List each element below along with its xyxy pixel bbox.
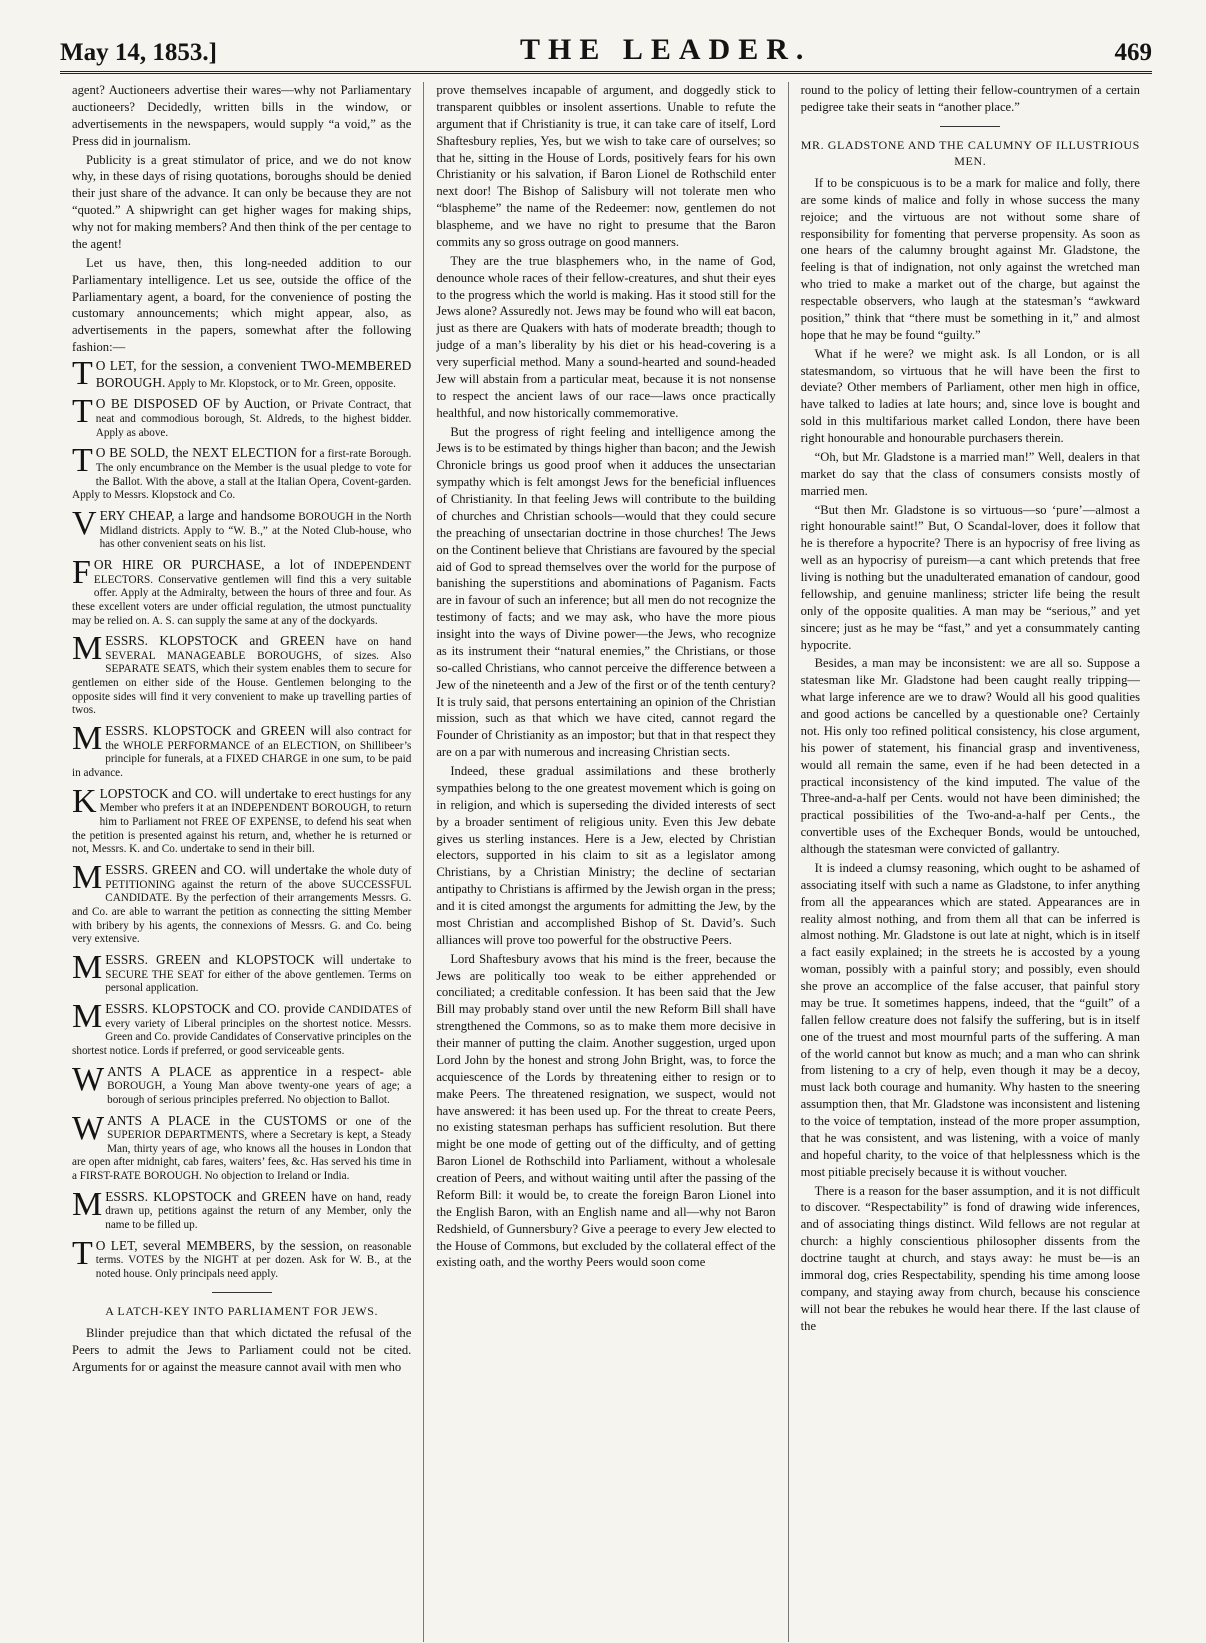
ad-headline: ESSRS. KLOPSTOCK and GREEN [105, 633, 325, 649]
divider [212, 1292, 272, 1293]
drop-cap: T [72, 1234, 93, 1272]
paragraph: There is a reason for the baser assumption, and it is not difficult to discover. “Respectability” is fond of drawing wide inferences, and of associating things distinct. Wild fellows are not regular at church: a highly conscientious philosopher dissents from the doctrine taught at church, and stays away: he must be—is an immoral dog, cries Respectability, spending his time among loose company, and staying away from church, because his conscience will not bear the rebukes he would hear there. If the last clause of the [800, 1183, 1140, 1333]
drop-cap: T [72, 393, 93, 431]
ad-headline: ESSRS. KLOPSTOCK and GREEN will [105, 723, 332, 739]
paragraph: What if he were? we might ask. Is all London, or is all statesmandom, so virtuous that he will have been the first to deviate? Other members of Parliament, other men high in office, have talked to ladies at late hours; and, since love is bought and sold in this multifarious market called London, there have been right honourable and honourable purchasers therein. [800, 346, 1140, 446]
ad-body: on hand, ready drawn up, petitions against the return of any Member, only the name to be filled up. [105, 1191, 412, 1232]
advertisement [72, 1060, 412, 1108]
paragraph: But the progress of right feeling and intelligence among the Jews is to be estimated by things higher than bacon; and the Jewish Chronicle brings us good proof when it adduces the unsectarian sympathy which is felt amongst Jews for the beneficial influences of Christianity. In that feeling Jews will contribute to the building of churches and Christian schools—would that they could secure the preaching of unsectarian doctrine in those churches! The Jews on the Continent believe that Christians are favoured by the special aid of God to spread themselves over the world for the purpose of banishing the superstitions and abominations of Paganism. Facts are in favour of such an inference; but all men do not recognize the testimony of facts; and we may ask, who have the more pious insight into the ways of Divine power—the Jews, who recognize as its instrument their “natural enemies,” the Christians, or those so-called Christians, who cannot perceive the difference between a Jew of the nineteenth and a Jew of the first or of the tenth century? It is truly said, that persons entertaining an opinion of the Christian mission, such as that which we have cited, cannot regard the Founder of Christianity as an impostor; but that in that respect they are on a par with numerous and increasing Christian sects. [436, 424, 776, 760]
ad-body: CANDIDATES of every variety of Liberal principles on the shortest notice. Messrs. Green and Co. provide Candidates of Conservative principles on the shortest notice. Lords if preferred, or good serviceable gents. [72, 1003, 412, 1057]
ad-headline: O BE DISPOSED OF by Auction, or [95, 396, 307, 412]
ad-body: undertake to SECURE THE SEAT for either of the above gentlemen. Terms on personal application. [105, 954, 412, 995]
paragraph: Let us have, then, this long-needed addition to our Parliamentary intelligence. Let us see, outside the office of the Parliamentary agent, a board, for the convenience of posting the customary announcements; which might appear, also, as advertisements in the papers, somewhat after the following fashion:— [72, 255, 412, 355]
ad-body: Private Contract, that neat and commodious borough, St. Aldreds, to the highest bidder. Apply as above. [95, 399, 412, 439]
drop-cap: M [72, 948, 103, 986]
advertisement [72, 948, 412, 996]
ad-body: a first-rate Borough. The only encumbrance on the Member is the usual pledge to vote for the Ballot. With the above, a stall at the Italian Opera, Covent-garden. Apply to Messrs. Klopstock and Co. [72, 448, 412, 502]
advertisement [72, 1234, 412, 1282]
advertisement [72, 630, 412, 718]
section-heading: A LATCH-KEY INTO PARLIAMENT FOR JEWS. [105, 1303, 379, 1318]
paragraph: prove themselves incapable of argument, and doggedly stick to transparent quibbles or insolent assertions. Unable to refute the argument that if Christianity is true, it can take care of itself, Lord Shaftesbury replies, Yes, but we wish to take care of ourselves; so that he, sitting in the House of Lords, positively fears for his own Christianity or his salvation, if Baron Lionel de Rothschild enter next door! The Bishop of Salisbury will not tolerate men who “blaspheme” the name of the Redeemer: now, gentlemen do not blaspheme, and we have no right to presume that the Baron commits any so gross outrage on good manners. [436, 83, 776, 249]
section-heading: MR. GLADSTONE AND THE CALUMNY OF ILLUSTRIOUS MEN. [800, 137, 1140, 168]
ad-headline: ERY CHEAP, a large and handsome [99, 507, 296, 523]
paragraph: Blinder prejudice than that which dictated the refusal of the Peers to admit the Jews to Parliament could not be cited. Arguments for or against the measure cannot avail with men who [72, 1325, 412, 1374]
ad-headline: O BE SOLD, the NEXT ELECTION for [95, 445, 317, 461]
ad-headline: ESSRS. GREEN and CO. will undertake [105, 862, 328, 877]
ad-body: able BOROUGH, a Young Man above twenty-one years of age; a borough of serious principles preferred. No objection to Ballot. [107, 1066, 412, 1106]
ad-body: BOROUGH in the North Midland districts. Apply to “W. B.,” at the Noted Club-house, who has other convenient seats on his list. [99, 510, 412, 551]
advertisement [72, 504, 412, 552]
ad-headline: O LET, for the session, a convenient TWO-MEMBERED BOROUGH. [95, 358, 412, 390]
ad-body: the whole duty of PETITIONING against the return of the above SUCCESSFUL CANDIDATE. By the perfection of their arrangements Messrs. G. and Co. are able to warrant the petition as connecting the sitting Member with bribery by his agents, the connexions of Messrs. G. and Co. being very extensive. [72, 865, 412, 946]
paragraph: “But then Mr. Gladstone is so virtuous—so ‘pure’—almost a right honourable saint!” But, O Scandal-lover, does it follow that he is therefore a hypocrite? There is an hypocrisy of free living as well as an hypocrisy of pureism—a cant which pretends that free living is nothing but the unadulterated emanation of candour, good fellowship, and genuine manliness; stricter life being the result only of the opposite qualities. A man may be “serious,” and yet sincere; just as he may be “fast,” and yet a consummately canting hypocrite. [800, 502, 1140, 652]
advertisement [72, 859, 412, 947]
ad-body: have on hand SEVERAL MANAGEABLE BOROUGHS, of sizes. Also SEPARATE SEATS, which their system enables them to secure for gentlemen on either side of the House. Gentlemen belonging to the opposite sides will find it very convenient to make up travelling parties of twos. [72, 636, 412, 717]
issue-date: May 14, 1853.] [60, 39, 217, 66]
ad-body: erect hustings for any Member who prefers it at an INDEPENDENT BOROUGH, to return him to Parliament not FREE OF EXPENSE, to defend his seat when the petition is presented against his return, and, whether he is returned or not, Messrs. K. and Co. undertake to send in their bill. [72, 788, 412, 856]
advertisement [72, 1185, 412, 1233]
paragraph: Besides, a man may be inconsistent: we are all so. Suppose a statesman like Mr. Gladstone had been caught really tripping—what large inference are we to draw? Would all his good qualities and good actions be cancelled by a questionable one? Certainly not. His only too refined political consistency, his close argument, his power of statement, his financial grasp and inventiveness, would all remain the same, even if he had been detected in a practical inconsistency of the kind imputed. The value of the Three-and-a-half per Cents. would not have been diminished; the practical possibilities of the Two-and-a-half per Cents., the convertible uses of the Exchequer Bonds, would be untouched, although the statesman were convicted of gallantry. [800, 656, 1140, 857]
drop-cap: M [72, 997, 103, 1035]
advertisement [72, 442, 412, 503]
drop-cap: W [72, 1060, 105, 1098]
drop-cap: V [72, 504, 97, 542]
drop-cap: M [72, 720, 103, 758]
ad-headline: OR HIRE OR PURCHASE, a lot of [93, 556, 325, 572]
column-3 [788, 82, 1152, 1642]
drop-cap: M [72, 630, 103, 668]
advertisement [72, 782, 412, 857]
advertisement [72, 553, 412, 628]
drop-cap: W [72, 1109, 105, 1147]
page-number: 469 [1114, 39, 1152, 66]
drop-cap: M [72, 859, 103, 896]
drop-cap: M [72, 1185, 103, 1223]
ad-headline: O LET, several MEMBERS, by the session, [95, 1237, 343, 1253]
paragraph: If to be conspicuous is to be a mark for malice and folly, there are some kinds of malice and folly in whose success the many rejoice; and the virtuous are not without some share of responsibility for fomenting that perverse propensity. As soon as one hears of the calumny brought against Mr. Gladstone, the feeling is that of indignation, not only against the wretched man who tried to make a market out of the charge, but against the respectable observers, who laugh at the statesman’s “awkward position,” think that “there must be something in it,” and almost hope that he may be found “guilty.” [800, 175, 1140, 342]
paragraph: “Oh, but Mr. Gladstone is a married man!” Well, dealers in that market do say that the class of consumers consists mostly of married men. [800, 449, 1140, 498]
drop-cap: K [72, 782, 97, 820]
divider [940, 126, 1000, 127]
advertisement [72, 720, 412, 781]
ad-body: one of the SUPERIOR DEPARTMENTS, where a Secretary is kept, a Steady Man, thirty years of age, who knows all the houses in London that are open after midnight, cab fares, waiters’ fees, &c. Has served his time in a FIRST-RATE BOROUGH. No objection to Ireland or India. [72, 1115, 412, 1183]
ad-body: Apply to Mr. Klopstock, or to Mr. Green, opposite. [167, 377, 396, 390]
ad-headline: ANTS A PLACE in the CUSTOMS or [107, 1112, 348, 1128]
advertisement [72, 355, 412, 392]
article-columns [60, 82, 1152, 1642]
ad-body: INDEPENDENT ELECTORS. Conservative gentlemen will find this a very suitable offer. Apply at the Admiralty, between the hours of three and four. As these excellent voters are under official regulation, the utmost punctuality may be relied on. A. S. can supply the same at any of the dockyards. [72, 559, 412, 627]
paragraph: agent? Auctioneers advertise their wares—why not Parliamentary auctioneers? Decidedly, written bills in the window, or advertisements in the newspapers, would supply “a void,” as the Press did in journalism. [72, 83, 412, 148]
paragraph: Indeed, these gradual assimilations and these brotherly sympathies belong to the one greatest movement which is going on in religion, and which is superseding the divided interests of sect by a broader sentiment of religious unity. Even this Jew debate gives us sterling instances. Here is a Jew, elected by Christian electors, supported in his claim to sit as a legislator among Christians, by a Christian Ministry; the decline of sectarian antipathy to Christians is affirmed by the Jewish organ in the press; and it is cited amongst the arguments for admitting the Jew, by the most Christian and accomplished Bishop of St. David’s. Such alliances will prove too powerful for the obstructive Peers. [436, 764, 776, 947]
drop-cap: F [72, 553, 91, 591]
advertisement [72, 1109, 412, 1184]
drop-cap: T [72, 442, 93, 480]
ad-body: on reasonable terms. VOTES by the NIGHT at per dozen. Ask for W. B., at the noted house. Only principals need apply. [95, 1240, 412, 1281]
ad-headline: ESSRS. KLOPSTOCK and GREEN have [105, 1188, 337, 1204]
masthead [60, 18, 1152, 74]
paragraph: It is indeed a clumsy reasoning, which ought to be ashamed of associating itself with such a name as Gladstone, to infer anything from all the appearances which are stated. Appearances are in reality almost nothing, and from them all that can be inferred is almost nothing. Mr. Gladstone is out late at night, which is in itself a fact easily explained; in the streets he is accosted by a young woman, possibly with a painful story; and possibly, even should she prove an accomplice of the false accuser, that painful story may be true. It sometimes happens, indeed, that the “guilt” of a fallen fellow creature does not falsify the suffering, but is in itself one of the truest and most mournful parts of the suffering. A man of the world cannot but know as much; and a man who can shrink from listening to a cry of help, even though it may be a decoy, must lack both courage and humanity. Why hasten to the sneering assumption then, that Mr. Gladstone was inconsistent and listening to the voice of temptation, instead of the more proper assumption, that he was consistent, and was listening, with a voice of manly and hopeful charity, to the voice of that helplessness which is the most pitiable precisely because it is without voucher. [800, 860, 1140, 1179]
column-2 [423, 82, 787, 1642]
drop-cap: T [72, 355, 93, 392]
ad-headline: ANTS A PLACE as apprentice in a respect- [107, 1063, 384, 1079]
paragraph: Publicity is a great stimulator of price, and we do not know why, in these days of rising quotations, boroughs should be denied their just share of the advance. It can only be because they are not “quoted.” A shipwright can get higher wages for making ships, why not for making members? And then think of the per centage to the agent! [72, 152, 412, 251]
column-1 [60, 82, 423, 1642]
advertisement [72, 393, 412, 440]
newspaper-title: THE LEADER. [520, 33, 812, 66]
paragraph: Lord Shaftesbury avows that his mind is the freer, because the Jews are politically too weak to be either apprehended or conciliated; a creditable confession. It has been said that the Jew Bill may probably stand over until the new Reform Bill shall have strengthened the Commons, so as to make them more decisive in their manner of putting the claim. Another suggestion, urged upon Lord John by the honest and strong John Bright, was, to force the acquiescence of the Lords by threatening either to resign or to make Peers. The threatened resignation, we suspect, would not have answered: it has been used up. For the threat to create Peers, no existing statesman perhaps has sufficient resolution. But there might be one mode of getting out of the difficulty, and of getting Baron Lionel de Rothschild into Parliament, without a wholesale creation of Peers, and without waiting until after the passing of the Reform Bill: it would be, to create the foreign Baron Lionel into the English Baron, with an English name and all—why not Baron Redshield, of Gunnersbury? Give a peerage to every Jew elected to the House of Commons, but excluded by the collateral effect of the existing oath, and the worthy Peers would soon come [436, 951, 776, 1270]
paragraph: round to the policy of letting their fellow-countrymen of a certain pedigree take their seats in “another place.” [800, 83, 1140, 114]
ad-headline: ESSRS. KLOPSTOCK and CO. provide [105, 1000, 325, 1016]
ad-body: also contract for the WHOLE PERFORMANCE of an ELECTION, on Shillibeer’s principle for funerals, at a FIXED CHARGE in one sum, to be paid in advance. [72, 726, 412, 780]
advertisement [72, 997, 412, 1059]
ad-headline: ESSRS. GREEN and KLOPSTOCK will [105, 951, 344, 967]
paragraph: They are the true blasphemers who, in the name of God, denounce whole races of their fellow-creatures, and shut their eyes to the progress which the world is making. Has it stood still for the Jews alone? Assuredly not. Jews may be found who will eat bacon, just as there are Quakers with hats of moderate breadth; though to judge of a man’s liberality by his diet or his head-covering is a very superficial method. Many a sound-hearted and sound-headed Jew will abstain from a particular meat, because it is not nonsense to respect the ancient laws of our race—laws once practically healthful, and now historically commemorative. [436, 253, 776, 420]
ad-headline: LOPSTOCK and CO. will undertake to [99, 785, 312, 801]
